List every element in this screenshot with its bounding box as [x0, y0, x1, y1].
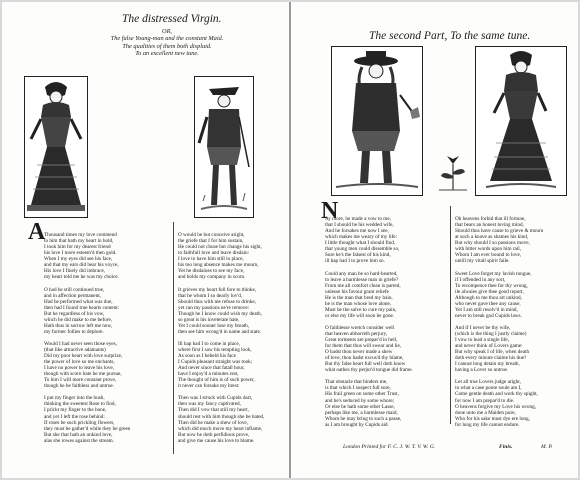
drop-cap-n: N: [321, 198, 339, 224]
verse-line: Although to me thou art unkind,: [455, 294, 522, 301]
verse-line: Great torments are prepar'd in hell,: [325, 337, 398, 344]
verse-line: But he regardless of his vow,: [44, 310, 105, 317]
verse-line: Then did I vow that still my heart,: [178, 407, 249, 414]
verse-line: But why speak I of life, when death: [455, 349, 530, 356]
verse-line: then see him wrong'd in name and state.: [178, 328, 262, 335]
subtitle-line-1: The false Young-man and the constant Maid.: [110, 35, 224, 43]
verse-line: where first I saw his tempting look,: [178, 346, 252, 353]
verse-line: I Cupids pleasant straight was took;: [178, 359, 253, 366]
verse-line: Had he performed what was due,: [44, 298, 113, 305]
left-column-1: [44, 220, 172, 444]
verse-line: ill hap had I to prove him so.: [325, 258, 385, 265]
verse-line: they must be gather'd while they be green: [44, 425, 131, 432]
column-rule: [173, 222, 174, 454]
verse-line: my former follies to deplore.: [44, 328, 104, 335]
verse-line: then had I found true hearts content:: [44, 304, 120, 311]
drop-cap-a: A: [28, 219, 46, 245]
verse-line: When I my eyes did see his face,: [44, 256, 113, 263]
printer-imprint: London Printed for F. C. J. W. T. V. W. G.: [343, 444, 436, 450]
verse-line: To recompence thee for thy wrong,: [455, 282, 528, 289]
verse-line: and he's seduced by some whore;: [325, 397, 395, 404]
verse-line: I put my finger into the bush,: [44, 395, 105, 402]
verse-line: O faithlesse wretch consider well: [325, 324, 395, 331]
verse-line: Could any man be so hard-hearted,: [325, 270, 398, 277]
verse-line: O hadst thou never made a shew: [325, 349, 393, 356]
verse-line: Should thus have cause to grieve & mourn: [455, 228, 544, 235]
verse-line: To him I will more constant prove,: [44, 377, 117, 384]
verse-line: never to break god Cupids laws.: [455, 312, 522, 319]
verse-line: and holds my company in scorn.: [178, 274, 246, 281]
left-title: The distressed Virgin.: [122, 13, 222, 25]
verse-line: Yet I am still resolv'd in mind,: [455, 306, 518, 313]
verse-line: he is the man whose love alone,: [325, 300, 392, 307]
verse-line: From me all comfort clean is parted,: [325, 282, 401, 289]
subtitle-or: OR,: [162, 28, 172, 35]
verse-line: He is the man that bred my bain,: [325, 294, 393, 301]
woodcut-young-man: [194, 76, 254, 218]
verse-line: And if I never be thy wife,: [455, 324, 511, 331]
left-subtitle: [102, 28, 232, 58]
right-column-2: [455, 204, 577, 428]
verse-line: But she that hath an unkind love,: [44, 431, 113, 438]
verse-line: that I should be his wedded wife,: [325, 222, 394, 229]
verse-line: Thousand times my love commend: [44, 232, 117, 239]
column-rule: [450, 206, 451, 424]
verse-line: to faithfull love and leave disdain:: [178, 250, 250, 257]
right-title: The second Part, To the same tune.: [369, 30, 531, 42]
verse-line: I little thought what I should find,: [325, 240, 396, 247]
verse-line: If roses be such prickling flowers,: [44, 419, 115, 426]
verse-line: though he be faithless and untrue.: [44, 383, 115, 390]
ballad-spread: [2, 2, 578, 478]
verse-line: Who for his sake must dye ere long,: [455, 415, 530, 422]
verse-line: so great is his inveterate hate,: [178, 316, 240, 323]
verse-line: that he whom I so dearly lov'd,: [178, 292, 243, 299]
verse-line: Whom he may bring to such a passe,: [325, 415, 402, 422]
verse-line: I cannot long detain my breath,: [455, 361, 520, 368]
verse-line: O heavens forgive my Love his wrong,: [455, 403, 537, 410]
verse-line: As soon as I beheld his face: [178, 353, 236, 360]
finis-mark: Finis.: [499, 444, 513, 450]
verse-line: untill my vitall spirit faile.: [455, 258, 510, 265]
verse-line: I prickt my finger to the bone,: [44, 407, 107, 414]
verse-line: that bears an honest loving mind,: [455, 222, 524, 229]
left-page: [2, 2, 289, 478]
verse-line: as I am brought by Cupids aid.: [325, 421, 389, 428]
verse-line: Did my poor heart with love surprize,: [44, 353, 123, 360]
verse-line: his too long absence makes me mourn,: [178, 262, 259, 269]
verse-line: and yet I left the rose behind:: [44, 413, 105, 420]
verse-line: Should thus with me refuse to drinke,: [178, 298, 256, 305]
verse-line: Yet he disdaines to see my face,: [178, 268, 245, 275]
verse-line: But why should I so passions move,: [455, 240, 530, 247]
verse-line: at such a knave as shames his kind,: [455, 234, 529, 241]
verse-line: Whom I am ever bound to love,: [455, 252, 522, 259]
right-page: [291, 2, 578, 478]
verse-line: who never gave thee any cause,: [455, 300, 521, 307]
verse-line: Yet I could sooner lose my breath,: [178, 322, 250, 329]
verse-line: Ill hap had I to come in place,: [178, 340, 240, 347]
verse-line: Hath thus in sorrow left me now,: [44, 322, 113, 329]
verse-line: unlesse his favour grant reliefe: [325, 288, 389, 295]
verse-line: And he forsakes me now I see,: [325, 228, 389, 235]
verse-line: to leave a harmlesse man in griefe?: [325, 276, 399, 283]
verse-line: That obstacle that hinders me,: [325, 379, 388, 386]
verse-line: the griefe that I for him sustain,: [178, 238, 244, 245]
woodcut-lady-right: [475, 46, 567, 196]
verse-line: it never can forsake my brest:: [178, 383, 240, 390]
verse-line: I love to have him still in place,: [178, 256, 244, 263]
verse-line: His frail green on some other Trust,: [325, 391, 399, 398]
verse-line: for now I am prepar'd to die.: [455, 397, 515, 404]
verse-line: ile alwaies give thee good report,: [455, 288, 524, 295]
verse-line: the power of love so me enchants,: [44, 359, 115, 366]
verse-line: His love I finely did imbrace,: [44, 268, 106, 275]
verse-line: done unto me a Maiden pure,: [455, 409, 516, 416]
verse-line: yet can my passions ne're remove:: [178, 304, 250, 311]
verse-line: But now he doth perfidious prove,: [178, 431, 250, 438]
verse-line: perhaps like me, a harmlesse maid,: [325, 409, 398, 416]
verse-line: for long my life cannot endure.: [455, 421, 520, 428]
verse-line: in what a case poore soule am I,: [455, 385, 522, 392]
verse-line: which makes me weary of my life:: [325, 234, 398, 241]
verse-line: then was my fancy captivated,: [178, 401, 241, 408]
verse-line: if I offended in any sort,: [455, 276, 506, 283]
verse-line: I took him for my dearest friend: [44, 244, 111, 251]
woodcut-lady-left: [24, 76, 88, 218]
verse-line: Then did he make a shew of love,: [178, 419, 249, 426]
verse-line: Would I had never seen those eyes,: [44, 340, 117, 347]
verse-line: Ay more, he made a vow to me,: [325, 216, 391, 223]
verse-line: O had he still continued true,: [44, 286, 105, 293]
verse-line: to him that hath my heart in hold,: [44, 238, 114, 245]
verse-line: And never since that fatall hour,: [178, 365, 245, 372]
verse-line: and that my ears did hear his voyce,: [44, 262, 119, 269]
verse-line: which he did make to me before,: [44, 316, 113, 323]
verse-line: Let all true Lovers judge aright,: [455, 379, 521, 386]
verse-line: Sweet Love forget my lavish tongue,: [455, 270, 532, 277]
verse-line: Come gentle death and work thy spight,: [455, 391, 538, 398]
verse-line: Then was I struck with Cupids dart,: [178, 395, 253, 402]
verse-line: that young men could dissemble so,: [325, 246, 400, 253]
verse-line: his love I more esteem'd then gold.: [44, 250, 117, 257]
verse-line: for them that thus will swear and lie,: [325, 343, 402, 350]
verse-line: of love, thou hadst excus'd thy blame,: [325, 355, 404, 362]
verse-line: I have no power to leave his love,: [44, 365, 115, 372]
verse-line: alas she rowes against the stream.: [44, 437, 115, 444]
verse-line: He could not chuse but change his sight,: [178, 244, 262, 251]
verse-line: Oh heavens forbid that ill fortune,: [455, 216, 526, 223]
verse-line: which did much move my heart inflame,: [178, 425, 263, 432]
woodcut-gentleman: [331, 46, 423, 196]
verse-line: or else my life will soon be gone.: [325, 312, 395, 319]
verse-line: Sure he's the falsest of his kind,: [325, 252, 391, 259]
verse-line: have I enjoy'd a minutes rest,: [178, 371, 239, 378]
verse-line: should rest with him though she be hated,: [178, 413, 265, 420]
flower-ornament: [433, 150, 473, 194]
verse-line: is that which I suspect full sore,: [325, 385, 391, 392]
verse-line: It grieves my heart full fore to thinke,: [178, 286, 257, 293]
verse-line: (that like attractive adamants): [44, 346, 106, 353]
verse-line: Must be the salve to cure my pain,: [325, 306, 397, 313]
verse-line: with bitter words upon him rail,: [455, 246, 521, 253]
verse-line: thinking the sweetest Rose to find,: [44, 401, 116, 408]
verse-line: doth every minute claime his due?: [455, 355, 527, 362]
verse-line: Or else he hath some other Lasse,: [325, 403, 395, 410]
verse-line: (which is the thing I justly claime): [455, 330, 527, 337]
verse-line: I vow to lead a single life,: [455, 337, 510, 344]
subtitle-line-2: The qualities of them both displaid.: [122, 42, 212, 50]
right-column-1: [325, 204, 447, 428]
verse-line: and give me cause his love to blame.: [178, 437, 255, 444]
author-initials: M. P.: [541, 444, 553, 450]
verse-line: Though he I know could wish my death,: [178, 310, 262, 317]
left-column-2: [178, 220, 288, 450]
verse-line: my heart told me he was my choice.: [44, 274, 119, 281]
subtitle-line-3: To an excellent new tune.: [135, 50, 199, 58]
verse-line: what oathes thy perjur'd tongue did frame.: [325, 367, 413, 374]
verse-line: though with scorn hate he me pursue,: [44, 371, 122, 378]
verse-line: The thought of him is of such power,: [178, 377, 255, 384]
verse-line: having a Lover so untrue.: [455, 367, 509, 374]
verse-line: that heaven abhorreth perjury,: [325, 330, 388, 337]
verse-line: and never think of Lovers game:: [455, 343, 523, 350]
verse-line: O would he but conceive aright,: [178, 232, 245, 239]
verse-line: and in affection permanent,: [44, 292, 101, 299]
verse-line: But thy false heart full well doth know: [325, 361, 406, 368]
